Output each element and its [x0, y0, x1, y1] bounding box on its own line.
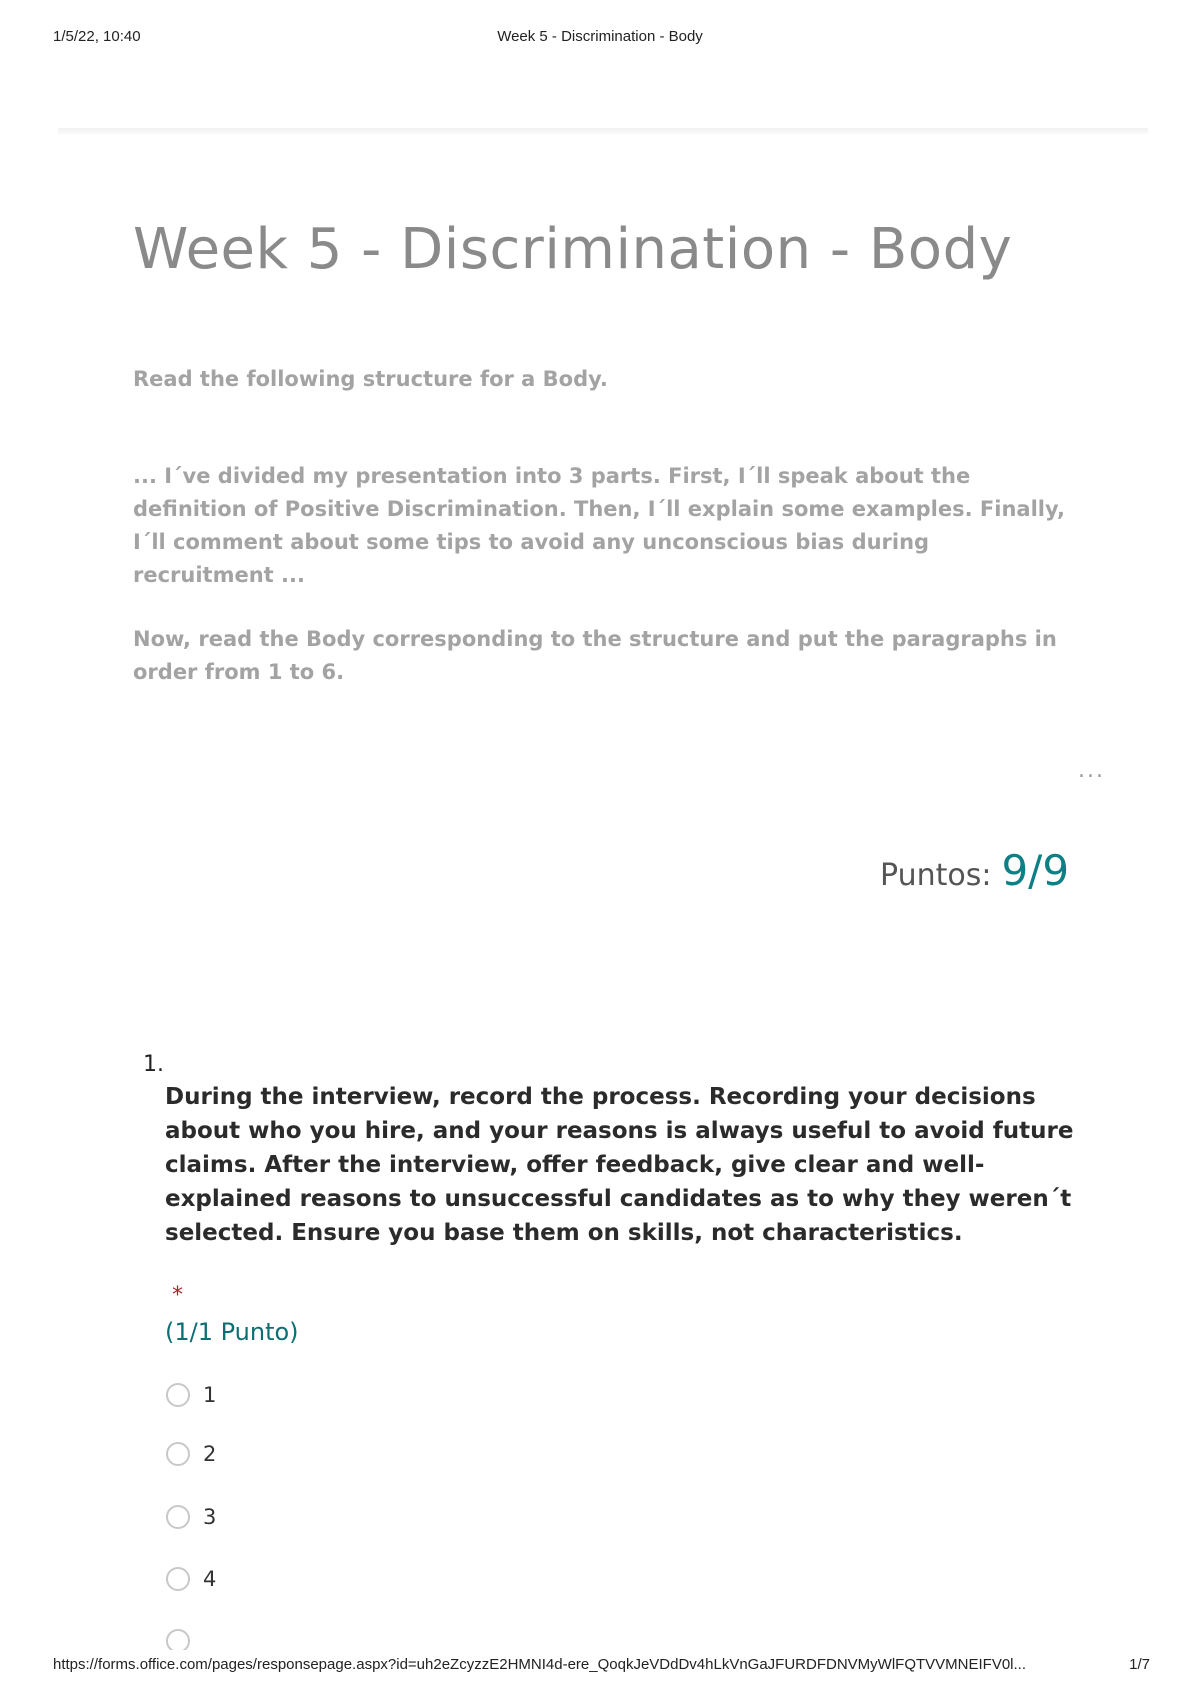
option-5[interactable] [166, 1626, 203, 1650]
total-score [880, 846, 1069, 895]
print-datetime: 1/5/22, 10:40 [53, 28, 141, 45]
answer-options [166, 1380, 466, 1650]
print-header [0, 28, 1200, 48]
print-url: https://forms.office.com/pages/responsepage.aspx?id=uh2eZcyzzE2HMNI4d-ere_QoqkJeVDdDv4hLkVnGaJFURDFDNVMyWlFQTVVMNEIFV0l... [53, 1656, 1027, 1673]
score-value: 9/9 [1001, 846, 1070, 895]
radio-circle-icon[interactable] [166, 1567, 190, 1591]
form-title: Week 5 - Discrimination - Body [133, 217, 1013, 282]
radio-circle-icon[interactable] [166, 1505, 190, 1529]
option-4[interactable] [166, 1564, 216, 1594]
option-label: 4 [203, 1567, 217, 1591]
option-label: 2 [203, 1442, 217, 1466]
print-page-title: Week 5 - Discrimination - Body [497, 28, 703, 45]
option-label: 3 [203, 1505, 217, 1529]
option-3[interactable] [166, 1502, 216, 1532]
form-description-intro: Read the following structure for a Body. [133, 367, 608, 391]
question-text: During the interview, record the process. Recording your decisions about who you hire, and your reasons is always useful to avoid future claims. After the interview, offer feedback, give clear and well-explained reasons to unsuccessful candidates as to why they weren´t selected. Ensure you base them on skills, not characteristics. [165, 1084, 1074, 1246]
print-page-number: 1/7 [1129, 1656, 1150, 1673]
radio-circle-icon[interactable] [166, 1629, 190, 1650]
print-footer [0, 1656, 1200, 1676]
option-2[interactable] [166, 1439, 216, 1469]
more-options-icon[interactable]: ... [1078, 758, 1105, 783]
required-marker: * [172, 1283, 183, 1308]
form-header-divider [58, 128, 1148, 134]
radio-circle-icon[interactable] [166, 1442, 190, 1466]
form-description-instruction: Now, read the Body corresponding to the structure and put the paragraphs in order from 1 to 6. [133, 627, 1057, 684]
score-label: Puntos: [880, 858, 992, 893]
question-points: (1/1 Punto) [165, 1318, 299, 1346]
question-number: 1. [143, 1052, 164, 1077]
radio-circle-icon[interactable] [166, 1383, 190, 1407]
form-description-structure: ... I´ve divided my presentation into 3 parts. First, I´ll speak about the definition of Positive Discrimination. Then, I´ll explain some examples. Finally, I´ll comment about some tips to avoid any unconscious bias during recruitment ... [133, 464, 1066, 587]
option-1[interactable] [166, 1380, 216, 1410]
option-label: 1 [203, 1383, 217, 1407]
